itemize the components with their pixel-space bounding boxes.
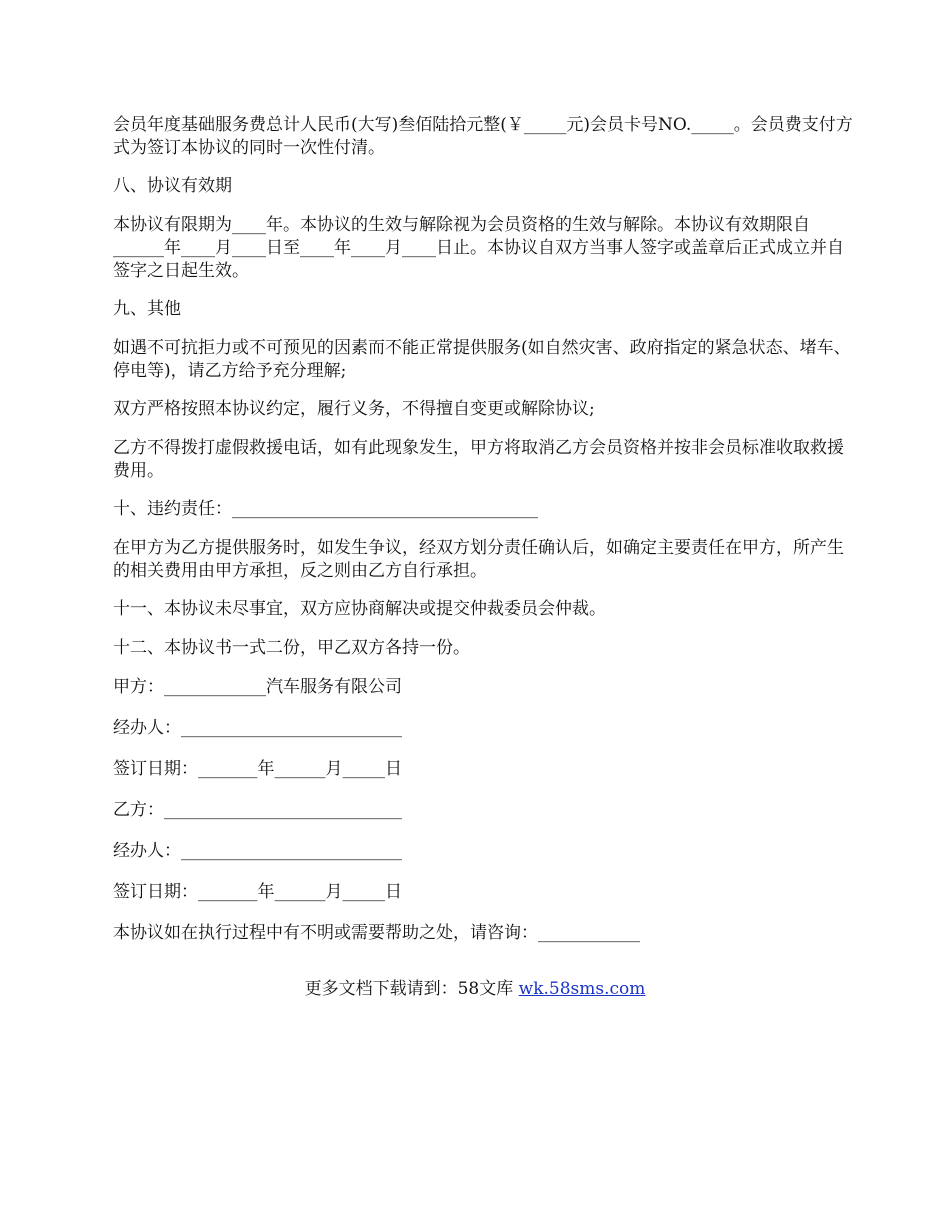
document-body (113, 114, 858, 963)
footer (0, 978, 950, 1001)
force-majeure-paragraph: 如遇不可抗拒力或不可预见的因素而不能正常提供服务(如自然灾害、政府指定的紧急状态、堵车、停电等)，请乙方给予充分理解; (113, 338, 851, 381)
obligation-paragraph: 双方严格按照本协议约定，履行义务，不得擅自变更或解除协议; (113, 399, 595, 419)
party-b-line: 乙方：____________________________ (113, 800, 402, 820)
fee-paragraph: 会员年度基础服务费总计人民币(大写)叁佰陆拾元整(￥_____元)会员卡号NO._____。会员费支付方式为签订本协议的同时一次性付清。 (113, 115, 853, 158)
dispute-paragraph: 在甲方为乙方提供服务时，如发生争议，经双方划分责任确认后，如确定主要责任在甲方，所产生的相关费用由甲方承担，反之则由乙方自行承担。 (113, 538, 844, 581)
footer-link[interactable]: wk.58sms.com (518, 979, 646, 999)
footer-text: 更多文档下载请到：58文库 (304, 979, 514, 999)
party-a-line: 甲方：____________汽车服务有限公司 (113, 677, 402, 697)
section-8-heading: 八、协议有效期 (113, 176, 232, 196)
sign-date-a-line: 签订日期：_______年______月_____日 (113, 759, 402, 779)
section-11-paragraph: 十一、本协议未尽事宜，双方应协商解决或提交仲裁委员会仲裁。 (113, 599, 606, 619)
sign-date-b-line: 签订日期：_______年______月_____日 (113, 882, 402, 902)
section-10-heading: 十、违约责任：____________________________________ (113, 499, 538, 519)
validity-paragraph: 本协议有限期为____年。本协议的生效与解除视为会员资格的生效与解除。本协议有效期限自______年____月____日至____年____月____日止。本协议自双方当事人签字或盖章后正式成立并自签字之日起生效。 (113, 215, 844, 281)
section-12-paragraph: 十二、本协议书一式二份，甲乙双方各持一份。 (113, 638, 470, 658)
false-call-paragraph: 乙方不得拨打虚假救援电话，如有此现象发生，甲方将取消乙方会员资格并按非会员标准收取救援费用。 (113, 438, 844, 481)
agent-a-line: 经办人：__________________________ (113, 718, 402, 738)
section-9-heading: 九、其他 (113, 299, 181, 319)
consult-line: 本协议如在执行过程中有不明或需要帮助之处，请咨询：____________ (113, 923, 640, 943)
agent-b-line: 经办人：__________________________ (113, 841, 402, 861)
